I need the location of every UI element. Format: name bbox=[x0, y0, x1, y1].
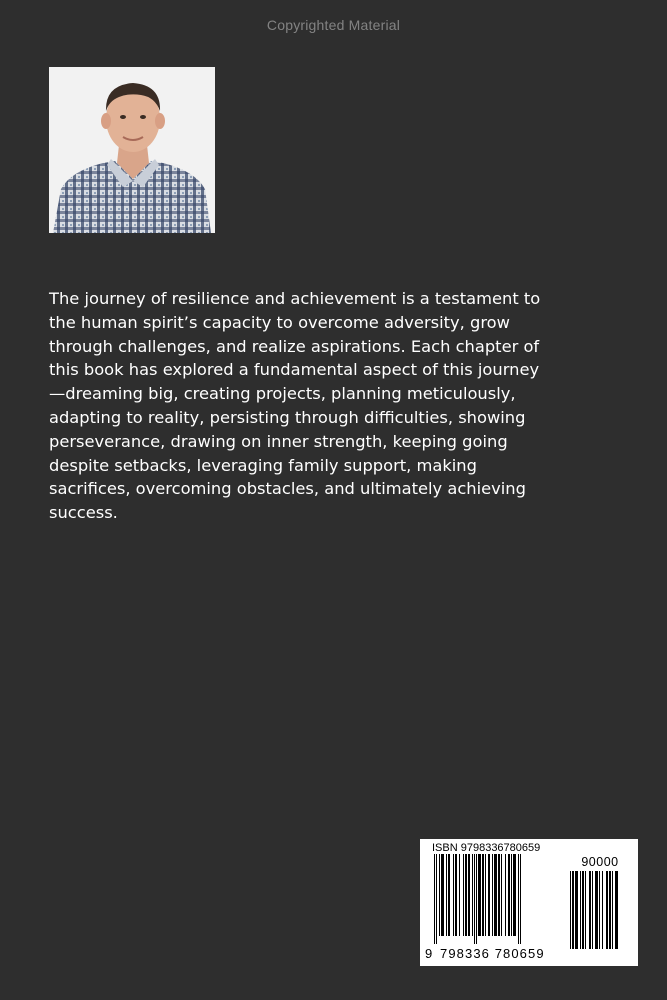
barcode-remaining-digits: 798336 780659 bbox=[440, 946, 545, 961]
barcode-bar bbox=[575, 871, 578, 949]
barcode-bar bbox=[606, 871, 608, 949]
barcode-bar bbox=[602, 871, 603, 949]
barcode-bar bbox=[468, 854, 470, 936]
barcode-bar bbox=[572, 871, 574, 949]
author-photo bbox=[49, 67, 215, 233]
barcode-bar bbox=[474, 854, 475, 944]
barcode-bar bbox=[615, 871, 618, 949]
barcode-bar bbox=[508, 854, 510, 936]
barcode-bar bbox=[582, 871, 584, 949]
blurb-line: success. bbox=[49, 503, 118, 523]
barcode-bar bbox=[476, 854, 477, 944]
blurb-line: through challenges, and realize aspirations. Each chapter of bbox=[49, 336, 540, 356]
barcode-bar bbox=[485, 854, 486, 936]
barcode-bar bbox=[434, 854, 435, 944]
barcode-bar bbox=[595, 871, 598, 949]
barcode-bar bbox=[592, 871, 593, 949]
blurb-line: perseverance, drawing on inner strength, keeping going bbox=[49, 431, 508, 451]
addon-bars bbox=[570, 871, 630, 957]
back-cover-blurb bbox=[49, 287, 634, 525]
barcode-bar bbox=[585, 871, 586, 949]
barcode-bar bbox=[441, 854, 444, 936]
barcode-first-digit: 9 bbox=[425, 946, 433, 961]
barcode-bar bbox=[501, 854, 502, 936]
author-portrait-illustration bbox=[49, 67, 215, 233]
barcode-bar bbox=[609, 871, 611, 949]
barcode-bar bbox=[612, 871, 613, 949]
barcode-bar bbox=[436, 854, 437, 944]
barcode-bar bbox=[446, 854, 447, 936]
copyright-watermark-top: Copyrighted Material bbox=[266, 17, 401, 33]
barcode-bar bbox=[465, 854, 467, 936]
barcode-bar bbox=[453, 854, 454, 936]
barcode-bar bbox=[518, 854, 519, 944]
barcode-bar bbox=[580, 871, 581, 949]
blurb-line: —dreaming big, creating projects, planning meticulously, bbox=[49, 384, 516, 404]
blurb-line: adapting to reality, persisting through difficulties, showing bbox=[49, 407, 526, 427]
isbn-label: ISBN 9798336780659 bbox=[432, 842, 541, 854]
barcode-bar bbox=[599, 871, 600, 949]
blurb-line: The journey of resilience and achievement is a testament to bbox=[49, 289, 541, 308]
barcode-bar bbox=[472, 854, 473, 936]
ean13-bars bbox=[434, 854, 562, 944]
barcode-bar bbox=[505, 854, 506, 936]
barcode-bar bbox=[513, 854, 516, 936]
blurb-line: despite setbacks, leveraging family support, making bbox=[49, 455, 477, 475]
barcode-bar bbox=[511, 854, 512, 936]
blurb-line: the human spirit’s capacity to overcome adversity, grow bbox=[49, 312, 510, 332]
blurb-line: sacrifices, overcoming obstacles, and ultimately achieving bbox=[49, 479, 526, 499]
barcode-bar bbox=[459, 854, 460, 936]
barcode-bar bbox=[439, 854, 440, 936]
barcode-bar bbox=[488, 854, 490, 936]
barcode-bar bbox=[492, 854, 493, 936]
barcode-bar bbox=[478, 854, 481, 936]
blurb-line: this book has explored a fundamental aspect of this journey bbox=[49, 360, 540, 380]
price-code: 90000 bbox=[581, 855, 619, 869]
barcode-bar bbox=[589, 871, 591, 949]
barcode-bar bbox=[498, 854, 500, 936]
barcode-bar bbox=[463, 854, 464, 936]
barcode-bar bbox=[455, 854, 457, 936]
barcode-bar bbox=[482, 854, 484, 936]
barcode-bar bbox=[570, 871, 571, 949]
isbn-barcode bbox=[420, 839, 638, 966]
barcode-bar bbox=[494, 854, 497, 936]
barcode-bar bbox=[520, 854, 521, 944]
barcode-bar bbox=[448, 854, 450, 936]
